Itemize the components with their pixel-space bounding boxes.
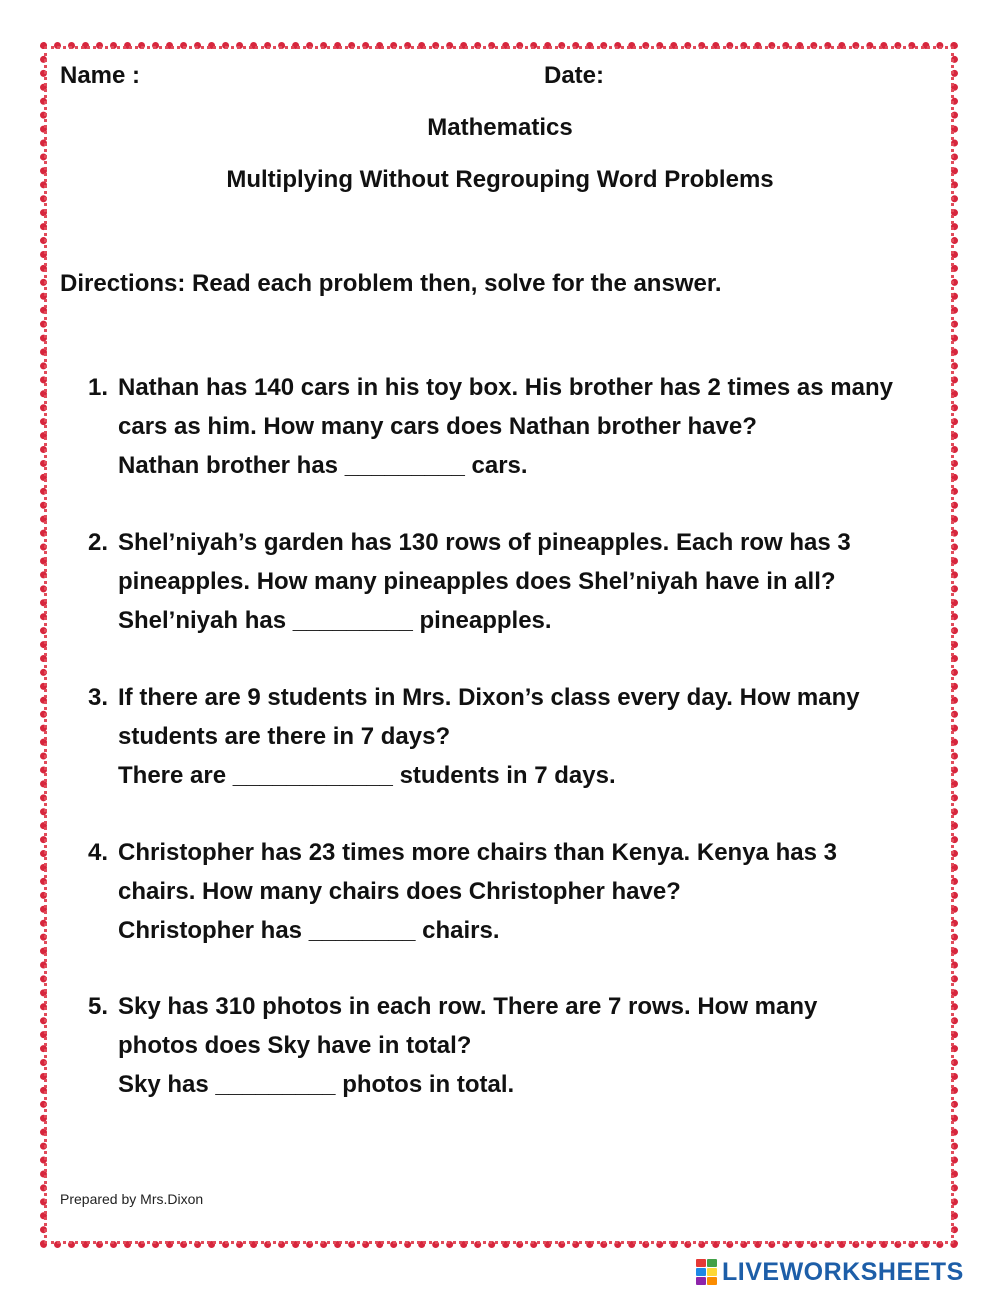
question-line: cars as him. How many cars does Nathan brother have? — [118, 413, 757, 440]
question-line: Sky has 310 photos in each row. There are 7 rows. How many — [118, 993, 818, 1020]
question-line: Shel’niyah’s garden has 130 rows of pineapples. Each row has 3 — [118, 529, 851, 556]
question-line: students are there in 7 days? — [118, 723, 451, 750]
answer-line: Christopher has ________ chairs. — [118, 917, 500, 944]
question-line: If there are 9 students in Mrs. Dixon’s class every day. How many — [118, 684, 860, 711]
question-2 — [88, 523, 948, 640]
question-number: 4. — [88, 839, 109, 866]
answer-line: Sky has _________ photos in total. — [118, 1071, 515, 1098]
question-5 — [88, 987, 948, 1104]
question-line: pineapples. How many pineapples does Shel’niyah have in all? — [118, 568, 836, 595]
subject-heading: Mathematics — [427, 114, 573, 141]
question-line: Nathan has 140 cars in his toy box. His brother has 2 times as many — [118, 374, 893, 401]
date-label: Date: — [544, 62, 605, 89]
question-number: 3. — [88, 684, 109, 711]
question-line: photos does Sky have in total? — [118, 1032, 472, 1059]
liveworksheets-blocks-icon — [696, 1259, 718, 1285]
question-line: chairs. How many chairs does Christopher have? — [118, 878, 681, 905]
question-line: Christopher has 23 times more chairs than Kenya. Kenya has 3 — [118, 839, 837, 866]
question-3 — [88, 678, 948, 795]
question-4 — [88, 833, 948, 950]
name-label: Name : — [60, 62, 141, 89]
liveworksheets-wordmark: LIVEWORKSHEETS — [722, 1257, 964, 1286]
answer-line: There are ____________ students in 7 days. — [118, 762, 616, 789]
answer-line: Shel’niyah has _________ pineapples. — [118, 607, 552, 634]
question-1 — [88, 368, 948, 485]
question-number: 5. — [88, 993, 109, 1020]
worksheet-title: Multiplying Without Regrouping Word Problems — [226, 166, 774, 193]
answer-line: Nathan brother has _________ cars. — [118, 452, 528, 479]
question-number: 2. — [88, 529, 109, 556]
liveworksheets-logo — [696, 1258, 964, 1286]
prepared-by-footer: Prepared by Mrs.Dixon — [60, 1191, 204, 1207]
question-number: 1. — [88, 374, 109, 401]
directions-text: Directions: Read each problem then, solve for the answer. — [60, 270, 722, 297]
